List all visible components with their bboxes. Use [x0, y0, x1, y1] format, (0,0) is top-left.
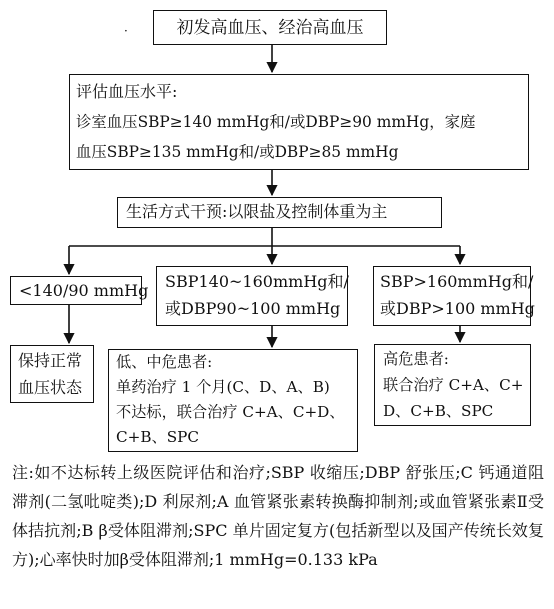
branch-1-action [10, 345, 94, 403]
branch-2-condition-line-2: 或DBP90~100 mmHg [165, 299, 341, 318]
speck-mark: · [124, 24, 128, 38]
branch-2-action-line-1: 低、中危患者: [116, 353, 213, 371]
evaluate-line-2: 血压SBP≥135 mmHg和/或DBP≥85 mmHg [76, 143, 399, 161]
branch-2-condition [156, 266, 348, 326]
footnote: 注:如不达标转上级医院评估和治疗;SBP 收缩压;DBP 舒张压;C 钙通道阻滞剂(二氢吡啶类);D 利尿剂;A 血管紧张素转换酶抑制剂;或血管紧张素Ⅱ受体拮抗剂;B β受体阻滞剂;SPC 单片固定复方(包括新型以及国产传统长效复方);心率快时加β受体阻滞剂;1 mmHg=0.133 kPa [12, 463, 544, 569]
evaluate-line-1: 诊室血压SBP≥140 mmHg和/或DBP≥90 mmHg，家庭 [76, 113, 476, 131]
lifestyle-box [117, 197, 442, 228]
start-label: 初发高血压、经治高血压 [176, 18, 364, 38]
branch-3-action-line-3: D、C+B、SPC [383, 402, 494, 420]
branch-2-action-line-3: 不达标，联合治疗 C+A、C+D、 [116, 403, 345, 421]
evaluate-box [69, 74, 529, 170]
branch-1-action-line-1: 保持正常 [18, 351, 83, 370]
branch-2-action-line-4: C+B、SPC [116, 428, 199, 446]
start-box [153, 10, 387, 45]
branch-3-condition-line-1: SBP>160mmHg和/ [380, 272, 534, 291]
branch-2-condition-line-1: SBP140~160mmHg和/ [165, 272, 349, 291]
branch-3-action [374, 344, 531, 426]
branch-2-action [108, 349, 358, 452]
branch-1-condition-line-1: <140/90 mmHg [19, 281, 149, 300]
branch-3-condition [373, 266, 535, 326]
branch-1-condition [10, 276, 149, 305]
branch-3-condition-line-2: 或DBP>100 mmHg [380, 299, 535, 318]
evaluate-title: 评估血压水平: [76, 82, 178, 101]
branch-1-action-line-2: 血压状态 [18, 378, 83, 397]
branch-2-action-line-2: 单药治疗 1 个月(C、D、A、B) [116, 378, 330, 396]
branch-3-action-line-1: 高危患者: [383, 350, 449, 368]
branch-3-action-line-2: 联合治疗 C+A、C+ [383, 376, 524, 394]
lifestyle-label: 生活方式干预:以限盐及控制体重为主 [126, 202, 388, 221]
